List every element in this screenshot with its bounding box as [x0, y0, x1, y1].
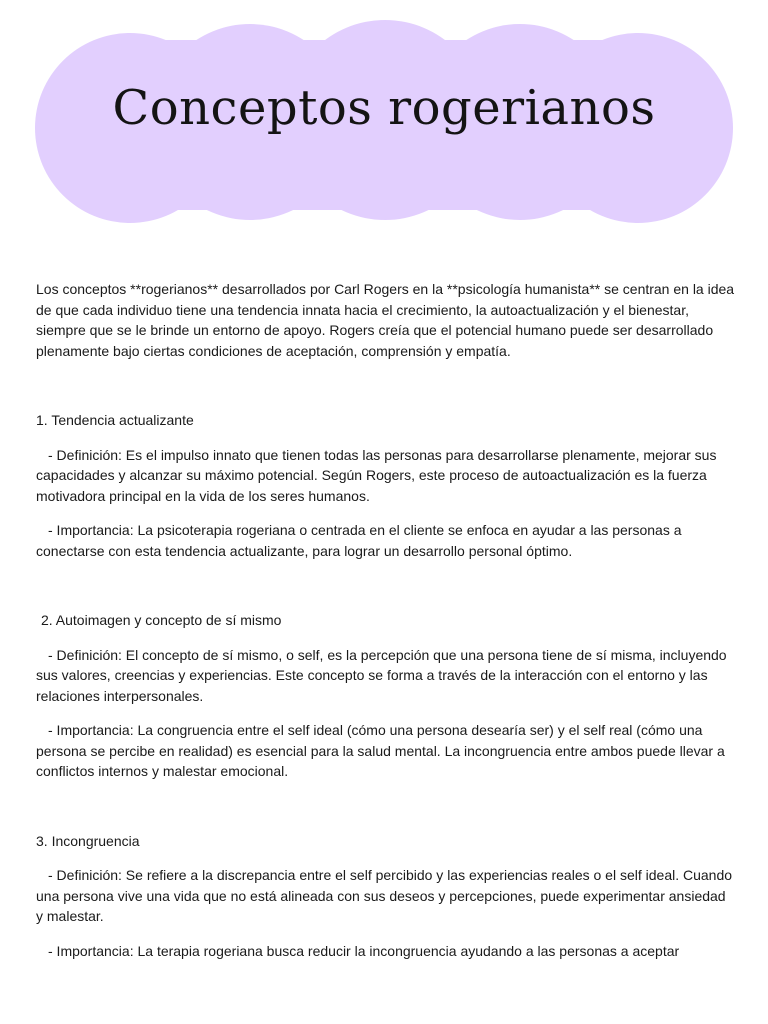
importance-paragraph: - Importancia: La congruencia entre el self ideal (cómo una persona desearía ser) y el self real (cómo una persona se percibe en realidad) es esencial para la salud mental. La incongruencia entre ambos puede llevar a conflictos internos y malestar emocional. — [36, 722, 725, 779]
document-body — [36, 279, 736, 975]
section-heading: 3. Incongruencia — [36, 832, 140, 849]
page-title: Conceptos rogerianos — [112, 80, 656, 136]
importance-paragraph: - Importancia: La psicoterapia rogeriana o centrada en el cliente se enfoca en ayudar a las personas a conectarse con esta tendencia actualizante, para lograr un desarrollo personal óptimo. — [36, 522, 682, 559]
definition-paragraph: - Definición: Es el impulso innato que tienen todas las personas para desarrollarse plenamente, mejorar sus capacidades y alcanzar su máximo potencial. Según Rogers, este proceso de autoactualización es la fuerza motivadora principal en la vida de los seres humanos. — [36, 446, 717, 504]
definition-paragraph: - Definición: Se refiere a la discrepancia entre el self percibido y las experiencias reales o el self ideal. Cuando una persona vive una vida que no está alineada con sus deseos y percepciones, puede experimentar ansiedad y malestar. — [36, 867, 733, 924]
section-heading: 1. Tendencia actualizante — [36, 412, 194, 428]
importance-paragraph: - Importancia: La terapia rogeriana busca reducir la incongruencia ayudando a las personas a aceptar — [48, 942, 680, 959]
intro-paragraph: Los conceptos **rogerianos** desarrollados por Carl Rogers en la **psicología humanista** se centran en la idea de que cada individuo tiene una tendencia innata hacia el crecimiento, la autoactualización y el bienestar, siempre que se le brinde un entorno de apoyo. Rogers creía que el potencial humano puede ser desarrollado plenamente bajo ciertas condiciones de aceptación, comprensión y empatía. — [36, 281, 735, 359]
definition-paragraph: - Definición: El concepto de sí mismo, o self, es la percepción que una persona tiene de sí misma, incluyendo sus valores, creencias y experiencias. Este concepto se forma a través de la interacción con el entorno y las relaciones interpersonales. — [36, 646, 727, 704]
section-heading: 2. Autoimagen y concepto de sí mismo — [41, 612, 282, 628]
